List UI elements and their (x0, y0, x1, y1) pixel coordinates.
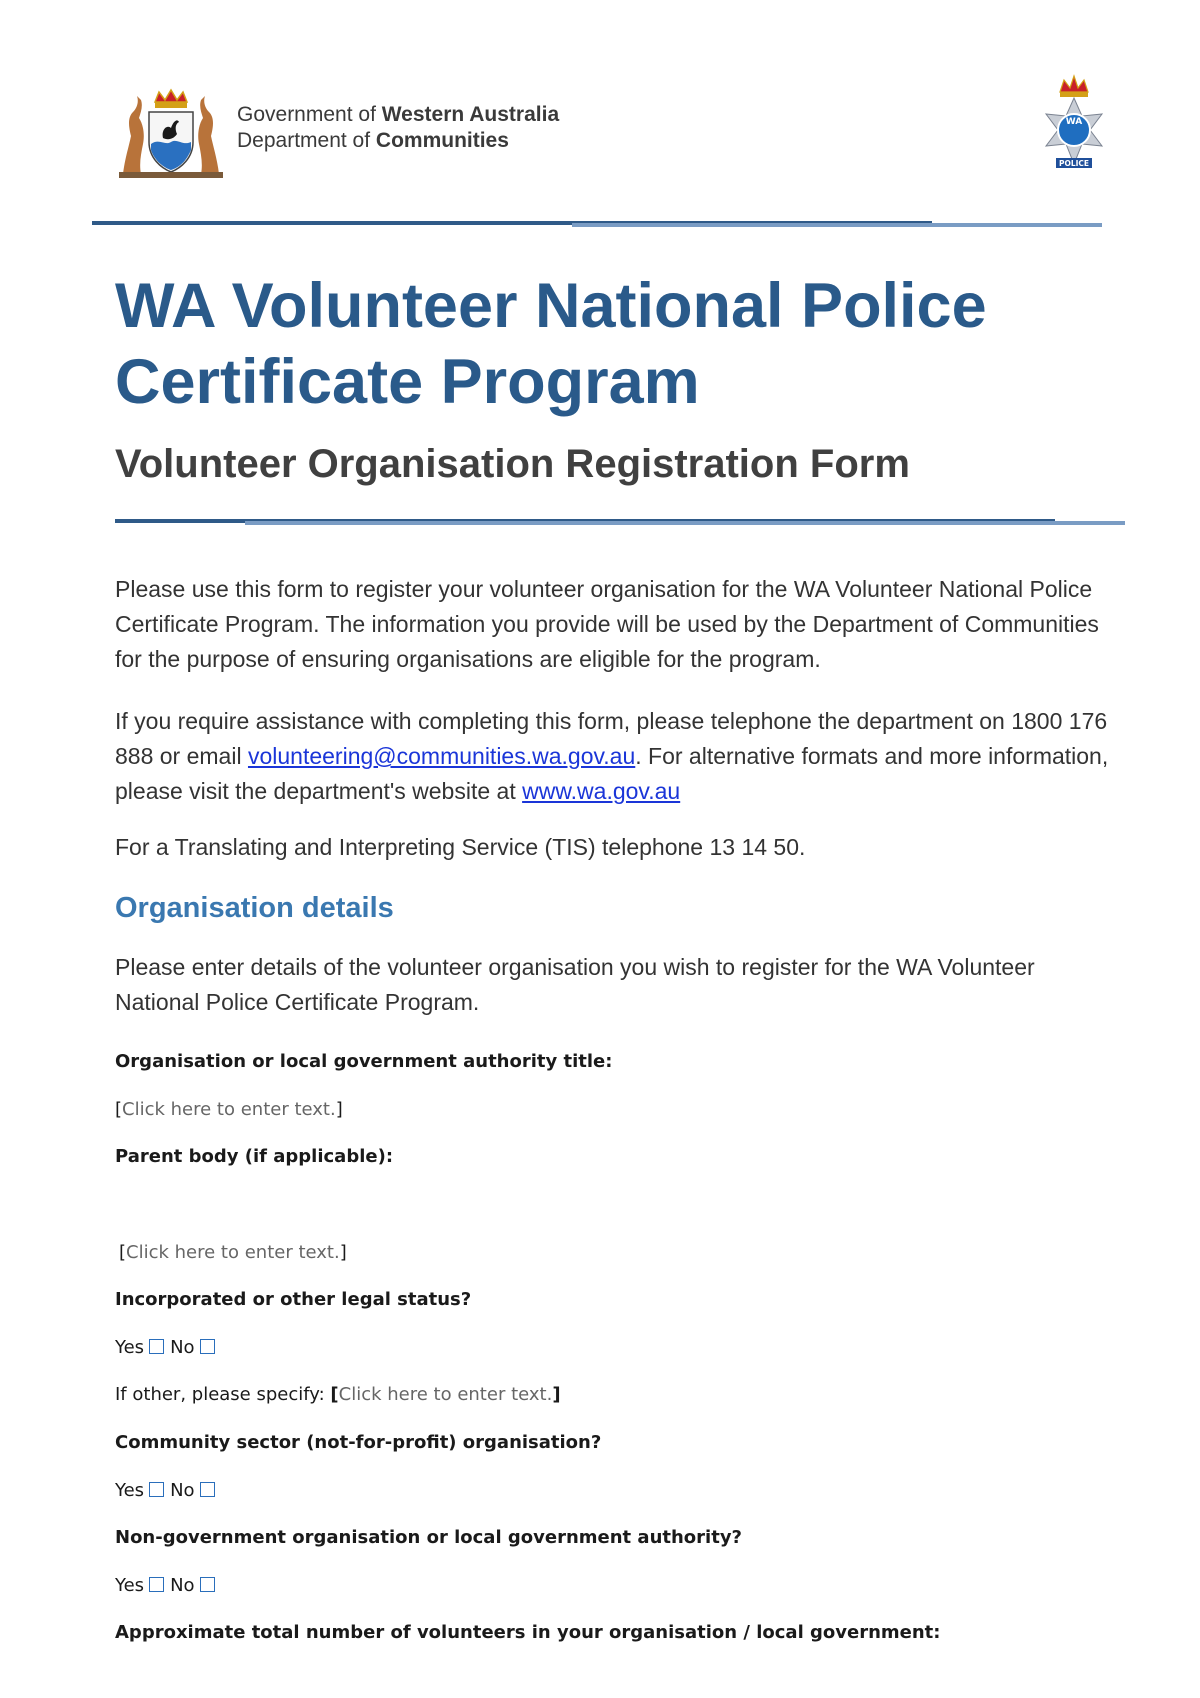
badge-wa-text: WA (1065, 117, 1083, 127)
ngo-no-checkbox[interactable] (200, 1577, 215, 1592)
legal-status-no-checkbox[interactable] (200, 1339, 215, 1354)
intro-paragraph: Please use this form to register your volunteer organisation for the WA Volunteer National Police Certificate Program. The information you provide will be used by the Department of Communities for the purpose of ensuring organisations are eligible for the program. (115, 576, 1099, 672)
gov-line-1: Government of Western Australia (237, 103, 560, 126)
title-divider (115, 519, 1125, 525)
assistance-paragraph: If you require assistance with completing this form, please telephone the department on 1800 176 888 or email volunteering@communities.wa.gov.au. For alternative formats and more information, please visit the department's website at www.wa.gov.au (115, 708, 1109, 804)
section-description: Please enter details of the volunteer organisation you wish to register for the WA Volunteer National Police Certificate Program. (115, 954, 1035, 1015)
wa-police-badge-logo (1038, 72, 1110, 182)
community-sector-no-checkbox[interactable] (200, 1482, 215, 1497)
section-heading: Organisation details (115, 892, 394, 924)
gov-line-2: Department of Communities (237, 129, 509, 152)
page-subtitle: Volunteer Organisation Registration Form (115, 442, 910, 486)
community-sector-options: Yes No (115, 1479, 215, 1503)
other-specify-row: If other, please specify: [Click here to enter text.] (115, 1384, 561, 1405)
ngo-label: Non-government organisation or local government authority? (115, 1527, 742, 1548)
wa-coat-of-arms-logo (115, 88, 227, 180)
header-divider (92, 221, 1102, 227)
tis-paragraph: For a Translating and Interpreting Service (TIS) telephone 13 14 50. (115, 834, 806, 860)
legal-status-label: Incorporated or other legal status? (115, 1289, 472, 1310)
community-sector-yes-checkbox[interactable] (149, 1482, 164, 1497)
legal-status-yes-checkbox[interactable] (149, 1339, 164, 1354)
org-title-label: Organisation or local government authority title: (115, 1051, 613, 1072)
department-name (237, 102, 559, 154)
parent-body-input[interactable]: [Click here to enter text.] (119, 1242, 347, 1263)
community-sector-label: Community sector (not-for-profit) organisation? (115, 1432, 602, 1453)
ngo-yes-checkbox[interactable] (149, 1577, 164, 1592)
email-link[interactable]: volunteering@communities.wa.gov.au (247, 743, 636, 769)
website-link[interactable]: www.wa.gov.au (522, 778, 681, 804)
page-header (115, 88, 1110, 183)
volunteers-count-label: Approximate total number of volunteers in your organisation / local government: (115, 1622, 941, 1643)
parent-body-label: Parent body (if applicable): (115, 1146, 394, 1167)
other-specify-input[interactable]: [Click here to enter text.] (330, 1384, 561, 1405)
badge-police-text: POLICE (1058, 159, 1090, 168)
org-title-input[interactable]: [Click here to enter text.] (115, 1099, 343, 1120)
ngo-options: Yes No (115, 1574, 215, 1598)
page-title: WA Volunteer National Police Certificate Program (115, 271, 987, 417)
legal-status-options: Yes No (115, 1336, 215, 1360)
